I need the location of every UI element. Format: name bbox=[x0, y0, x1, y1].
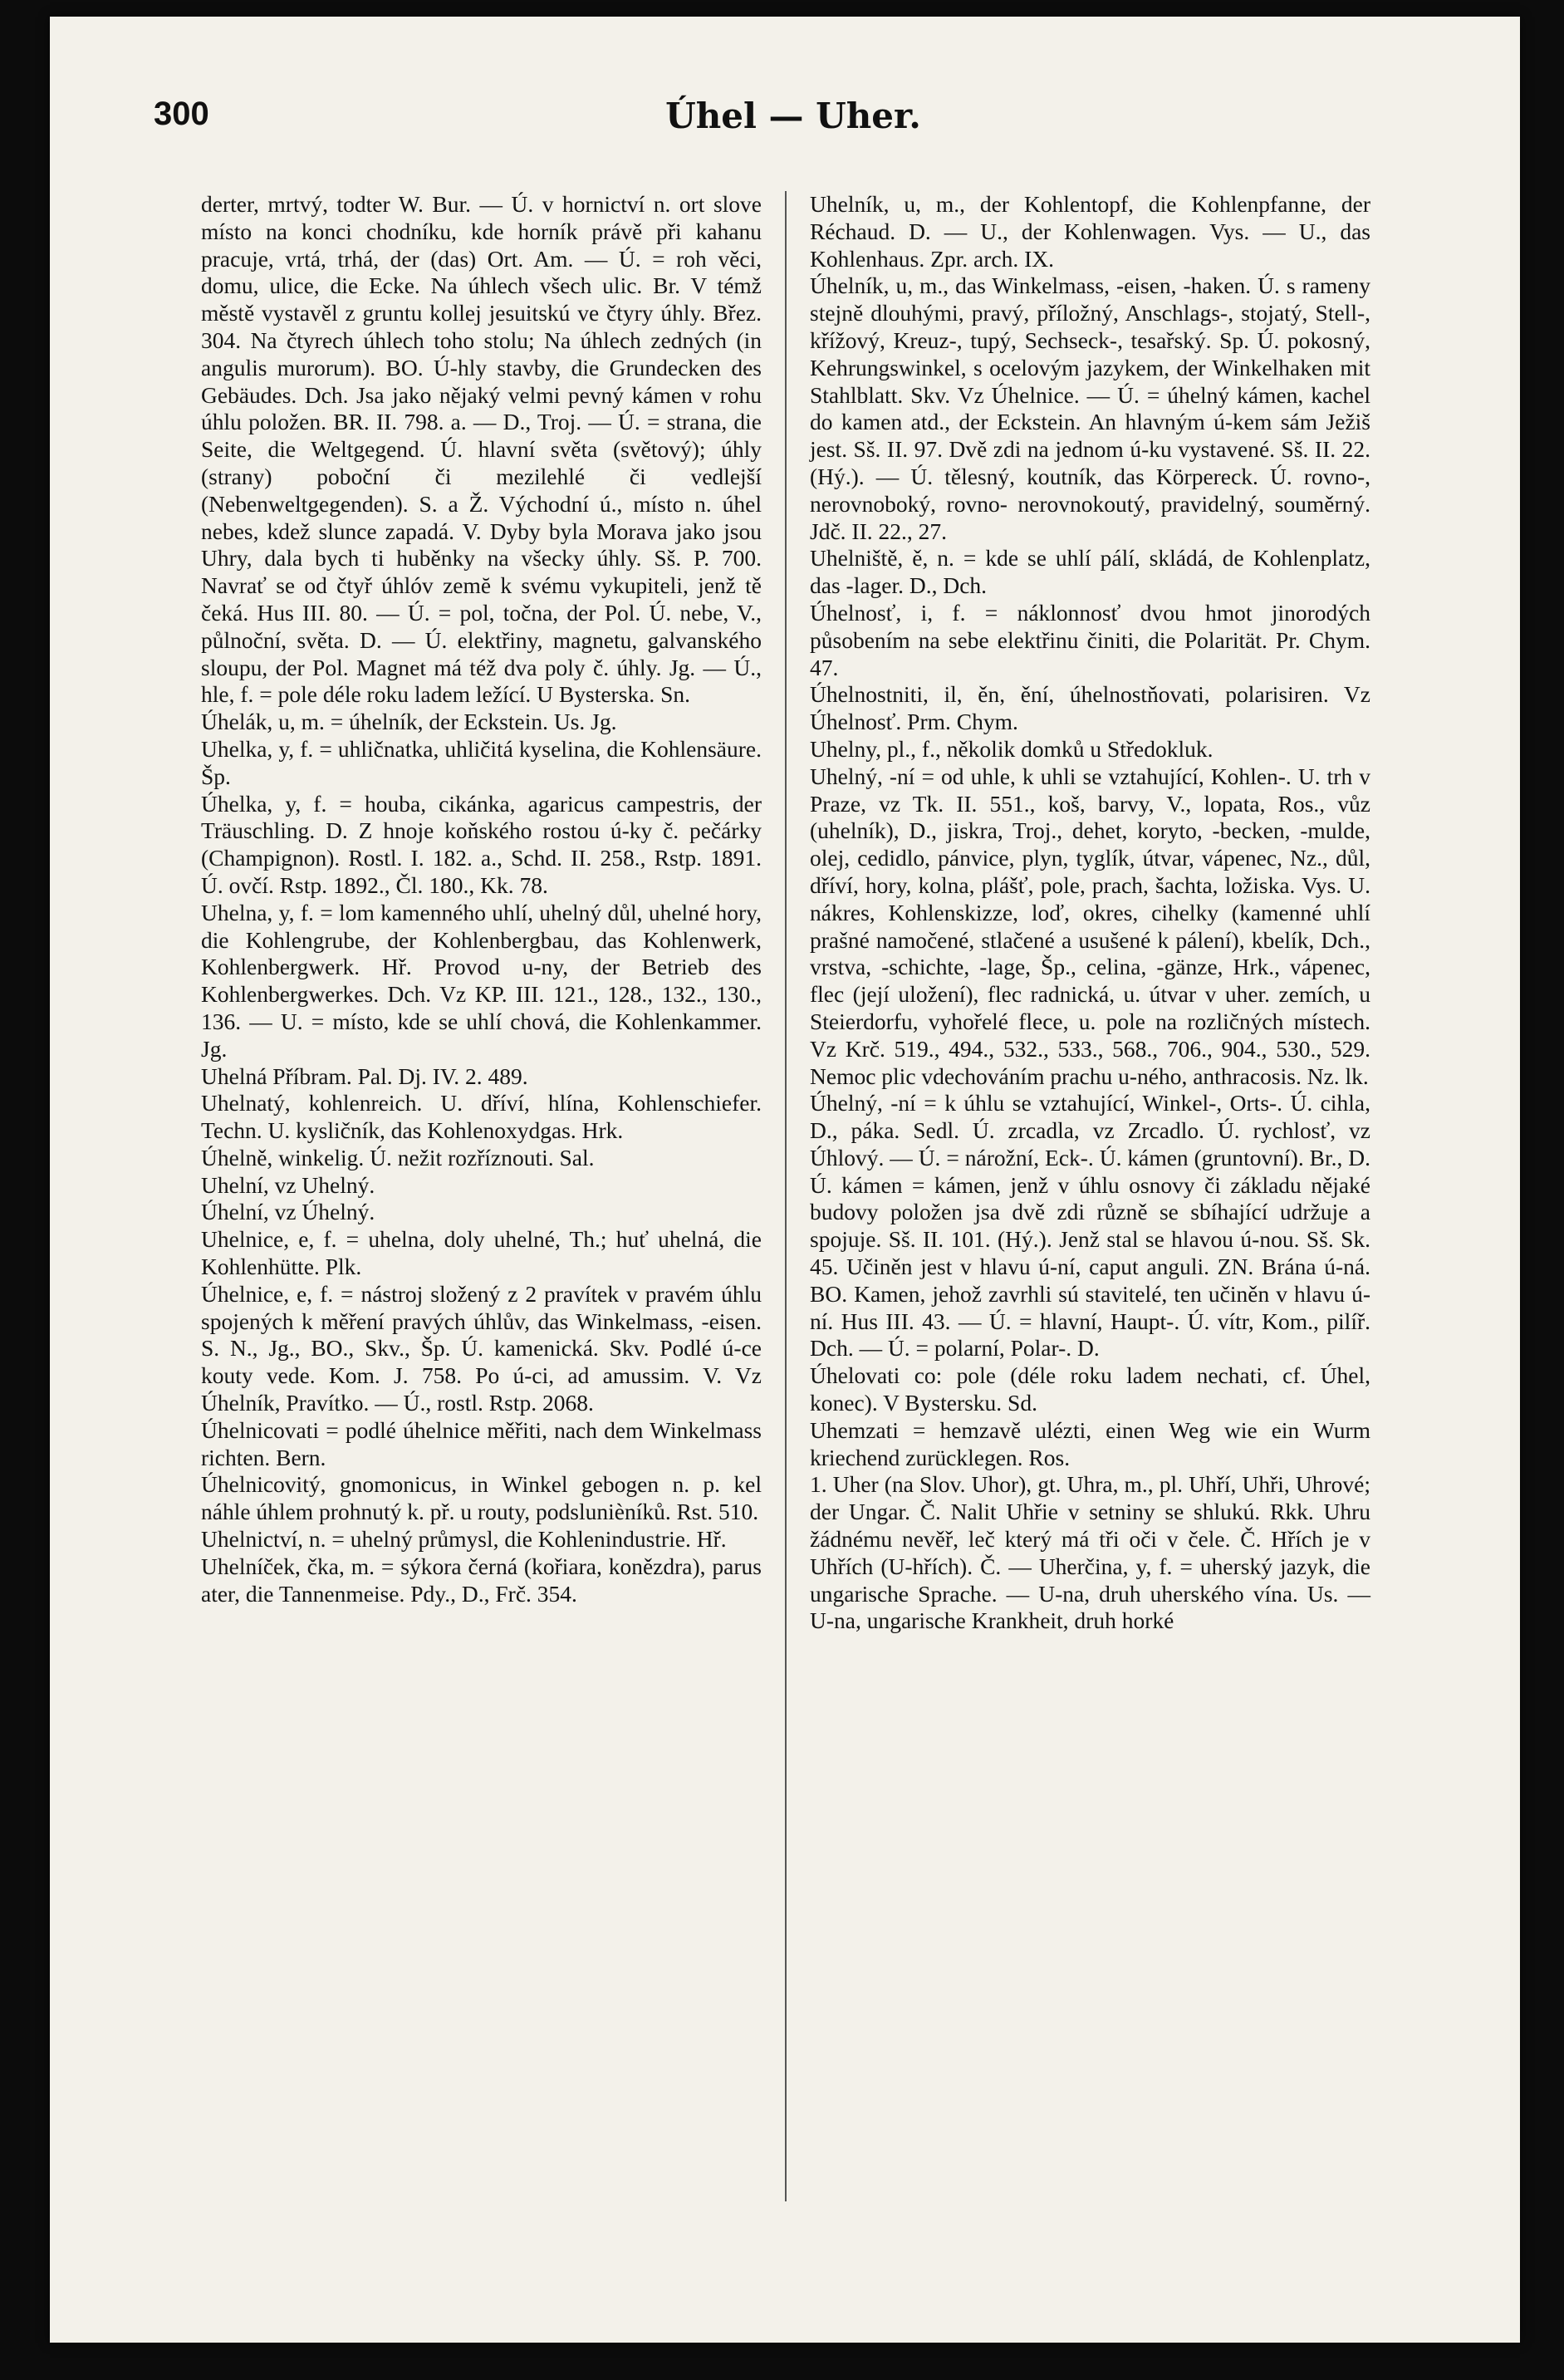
dictionary-entry: Úhelník, u, m., das Winkelmass, -eisen, -haken. Ú. s rameny stejně dlouhými, pravý, příložný, Anschlags-, stojatý, Stell-, křížový, Kreuz-, tupý, Sechseck-, tesařský. Sp. Ú. pokosný, Kehrungswinkel, s ocelovým jazykem, der Winkelhaken mit Stahlblatt. Skv. Vz Úhelnice. — Ú. = úhelný kámen, kachel do kamen atd., der Eckstein. An hlavným ú-kem sám Ježiš jest. Sš. II. 97. Dvě zdi na jednom ú-ku vystavené. Sš. II. 22. (Hý.). — Ú. tělesný, koutník, das Körpereck. Ú. rovno-, nerovnoboký, rovno- nerovnokoutý, pravidelný, souměrný. Jdč. II. 22., 27. bbox=[810, 272, 1370, 544]
dictionary-entry: Úhelnostniti, il, ěn, ění, úhelnostňovati, polarisiren. Vz Úhelnosť. Prm. Chym. bbox=[810, 681, 1370, 735]
dictionary-entry: derter, mrtvý, todter W. Bur. — Ú. v hornictví n. ort slove místo na konci chodníku, kde horník právě při kahanu pracuje, vrtá, trhá, der (das) Ort. Am. — Ú. = roh věci, domu, ulice, die Ecke. Na úhlech všech ulic. Br. V témž městě vystavěl z gruntu kollej jesuitskú ve čtyry úhly. Břez. 304. Na čtyrech úhlech toho stolu; Na úhlech zedných (in angulis murorum). BO. Ú-hly stavby, die Grundecken des Gebäudes. Dch. Jsa jako nějaký velmi pevný kámen v rohu úhlu položen. BR. II. 798. a. — D., Troj. — Ú. = strana, die Seite, die Weltgegend. Ú. hlavní světa (světový); úhly (strany) poboční či mezilehlé či vedlejší (Nebenweltgegenden). S. a Ž. Východní ú., místo n. úhel nebes, kdež slunce zapadá. V. Dyby byla Morava jako jsou Uhry, dala bych ti huběnky na všecky úhly. Sš. P. 700. Navrať se od čtyř úhlóv zemĕ k svému vykupiteli, jenž tě čeká. Hus III. 80. — Ú. = pol, točna, der Pol. Ú. nebe, V., půlnoční, světa. D. — Ú. elektřiny, magnetu, galvanského sloupu, der Pol. Magnet má též dva poly č. úhly. Jg. — Ú., hle, f. = pole déle roku ladem ležící. U Bysterska. Sn. bbox=[201, 191, 762, 708]
dictionary-entry: Úhelný, -ní = k úhlu se vztahující, Winkel-, Orts-. Ú. cihla, D., páka. Sedl. Ú. zrcadla, vz Zrcadlo. Ú. rychlosť, vz Úhlový. — Ú. = nárožní, Eck-. Ú. kámen (gruntovní). Br., D. Ú. kámen = kámen, jenž v úhlu osnovy či základu nějaké budovy položen jsa dvě zdi různě se sbíhající udržuje a spojuje. Sš. II. 101. (Hý.). Jenž stal se hlavou ú-nou. Sš. Sk. 45. Učiněn jest v hlavu ú-ní, caput anguli. ZN. Brána ú-ná. BO. Kamen, jehož zavrhli sú stavitelé, ten učiněn v hlavu ú-ní. Hus III. 43. — Ú. = hlavní, Haupt-. Ú. vítr, Kom., pilíř. Dch. — Ú. = polarní, Polar-. D. bbox=[810, 1090, 1370, 1362]
dictionary-entry: Úhelnicovitý, gnomonicus, in Winkel gebogen n. p. kel náhle úhlem prohnutý k. př. u routy, podslunièníků. Rst. 510. bbox=[201, 1471, 762, 1525]
dictionary-entry: Úhelní, vz Úhelný. bbox=[201, 1199, 375, 1225]
dictionary-entry: Úhelka, y, f. = houba, cikánka, agaricus campestris, der Träuschling. D. Z hnoje koňského rostou ú-ky č. pečárky (Champignon). Rostl. I. 182. a., Schd. II. 258., Rstp. 1891. Ú. ovčí. Rstp. 1892., Čl. 180., Kk. 78. bbox=[201, 790, 762, 898]
dictionary-entry: 1. Uher (na Slov. Uhor), gt. Uhra, m., pl. Uhří, Uhři, Uhrové; der Ungar. Č. Nalit Uhřie v setniny se shlukú. Rkk. Uhru žádnému nevěř, leč který má tři oči v čele. Č. Hřích je v Uhřích (U-hřích). Č. — Uherčina, y, f. = uherský jazyk, die ungarische Sprache. — U-na, druh uherského vína. Us. — U-na, ungarische Krankheit, druh horké bbox=[810, 1471, 1370, 1634]
dictionary-entry: Uhemzati = hemzavě ulézti, einen Weg wie ein Wurm kriechend zurücklegen. Ros. bbox=[810, 1416, 1370, 1470]
dictionary-entry: Uhelny, pl., f., několik domků u Středokluk. bbox=[810, 735, 1213, 762]
dictionary-entry: Uhelnice, e, f. = uhelna, doly uhelné, Th.; huť uhelná, die Kohlenhütte. Plk. bbox=[201, 1226, 762, 1280]
dictionary-entry: Uhelnatý, kohlenreich. U. dříví, hlína, Kohlenschiefer. Techn. U. kysličník, das Kohlenoxydgas. Hrk. bbox=[201, 1090, 762, 1144]
right-column bbox=[810, 191, 1370, 1635]
dictionary-entry: Úhelák, u, m. = úhelník, der Eckstein. Us. Jg. bbox=[201, 709, 617, 735]
dictionary-entry: Úhelnicovati = podlé úhelnice měřiti, nach dem Winkelmass richten. Bern. bbox=[201, 1416, 762, 1470]
dictionary-entry: Úhelnosť, i, f. = náklonnosť dvou hmot jinorodých působením na sebe elektřinu činiti, die Polarität. Pr. Chym. 47. bbox=[810, 599, 1370, 680]
dictionary-entry: Uhelná Příbram. Pal. Dj. IV. 2. 489. bbox=[201, 1062, 528, 1089]
dictionary-entry: Uhelniště, ě, n. = kde se uhlí pálí, skládá, de Kohlenplatz, das -lager. D., Dch. bbox=[810, 545, 1370, 599]
dictionary-entry: Úhelovati co: pole (déle roku ladem nechati, cf. Úhel, konec). V Bystersku. Sd. bbox=[810, 1362, 1370, 1416]
page-header bbox=[154, 96, 1433, 154]
page-number: 300 bbox=[154, 96, 209, 132]
dictionary-entry: Uhelník, u, m., der Kohlentopf, die Kohlenpfanne, der Réchaud. D. — U., der Kohlenwagen. Vys. — U., das Kohlenhaus. Zpr. arch. IX. bbox=[810, 191, 1370, 272]
dictionary-entry: Uhelnictví, n. = uhelný průmysl, die Kohlenindustrie. Hř. bbox=[201, 1526, 727, 1553]
left-column bbox=[201, 191, 762, 1607]
dictionary-entry: Uhelna, y, f. = lom kamenného uhlí, uhelný důl, uhelné hory, die Kohlengrube, der Kohlenbergbau, das Kohlenwerk, Kohlenbergwerk. Hř. Provod u-ny, der Betrieb des Kohlenbergwerkes. Dch. Vz KP. III. 121., 128., 132., 130., 136. — U. = místo, kde se uhlí chová, die Kohlenkammer. Jg. bbox=[201, 899, 762, 1062]
column-divider bbox=[785, 191, 787, 2201]
dictionary-entry: Uhelný, -ní = od uhle, k uhli se vztahující, Kohlen-. U. trh v Praze, vz Tk. II. 551., koš, barvy, V., lopata, Ros., vůz (uhelník), D., jiskra, Troj., dehet, koryto, -becken, -mulde, olej, cedidlo, pánvice, plyn, tyglík, útvar, vápenec, Nz., důl, dříví, hory, kolna, plášť, pole, prach, šachta, ložiska. Vys. U. nákres, Kohlenskizze, loď, okres, cihelky (kamenné uhlí prašné namočené, stlačené a usušené k pálení), kbelík, Dch., vrstva, -schichte, -lage, Šp., celina, -gänze, Hrk., vápenec, flec (její uložení), flec radnická, u. útvar v uher. zemích, u Steierdorfu, vyhořelé flece, u. pole na rozličných místech. Vz Krč. 519., 494., 532., 533., 568., 706., 904., 530., 529. Nemoc plic vdechováním prachu u-ného, anthracosis. Nz. lk. bbox=[810, 763, 1370, 1089]
dictionary-entry: Uhelníček, čka, m. = sýkora černá (kořiara, konězdra), parus ater, die Tannenmeise. Pdy., D., Frč. 354. bbox=[201, 1553, 762, 1607]
dictionary-entry: Uhelka, y, f. = uhličnatka, uhličitá kyselina, die Kohlensäure. Šp. bbox=[201, 735, 762, 789]
dictionary-entry: Uhelní, vz Uhelný. bbox=[201, 1171, 375, 1198]
dictionary-entry: Úhelnice, e, f. = nástroj složený z 2 pravítek v pravém úhlu spojených k měření pravých úhlův, das Winkelmass, -eisen. S. N., Jg., BO., Skv., Šp. Ú. kamenická. Skv. Podlé ú-ce kouty vede. Kom. J. 758. Po ú-ci, ad amussim. V. Vz Úhelník, Pravítko. — Ú., rostl. Rstp. 2068. bbox=[201, 1280, 762, 1416]
dictionary-entry: Úhelně, winkelig. Ú. nežit rozříznouti. Sal. bbox=[201, 1144, 595, 1170]
running-head: Úhel — Uher. bbox=[665, 96, 921, 136]
